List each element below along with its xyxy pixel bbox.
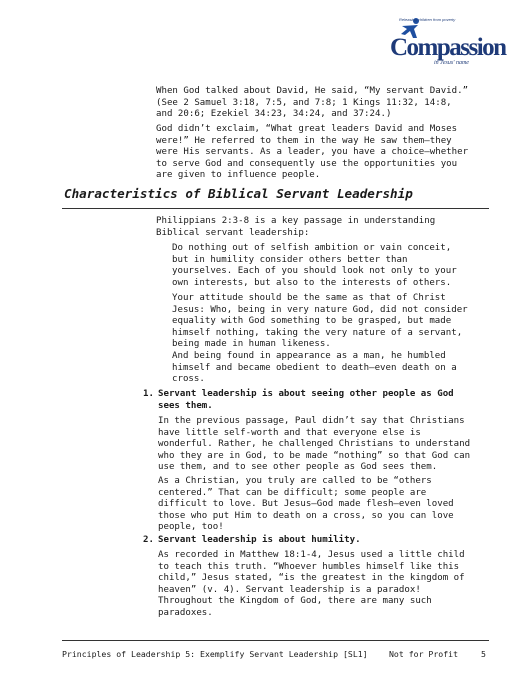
list-title-1: Servant leadership is about seeing other people as God sees them. — [158, 389, 454, 411]
list-number-2: 2. — [143, 535, 154, 545]
section-heading: Characteristics of Biblical Servant Leadership — [64, 186, 413, 201]
footer-notice: Not for Profit — [389, 649, 459, 659]
intro-paragraph: Philippians 2:3-8 is a key passage in understanding Biblical servant leadership: — [156, 216, 436, 238]
paragraph-servants: God didn’t exclaim, “What great leaders David and Moses were!” He referred to them in the way He saw them—they were His servants. As a leader, you have a choice—whether to serve God and consequently use the opportunities you are given to influence people. — [156, 124, 469, 181]
page-number: 5 — [481, 649, 486, 659]
logo-subline: in Jesus' name — [434, 60, 469, 66]
paragraph-david: When God talked about David, He said, “My servant David.” (See 2 Samuel 3:18, 7:5, and 7:8; 1 Kings 11:32, 14:8, and 20:6; Ezekiel 34:23, 34:24, and 37:24.) — [156, 86, 469, 120]
footer-title: Principles of Leadership 5: Exemplify Servant Leadership [SL1] — [62, 649, 368, 659]
list-paragraph-1a: In the previous passage, Paul didn’t say that Christians have little self-worth and that everyone else is wonderful. Rather, he challenged Christians to understand who they are in God, to be made “nothing” so that God can use them, and to see other people as God sees them. — [158, 416, 471, 473]
compassion-logo — [392, 16, 504, 70]
heading-rule — [62, 208, 489, 209]
logo-wordmark: Compassion — [390, 34, 506, 61]
footer-rule — [62, 640, 489, 641]
scripture-quote-3: And being found in appearance as a man, he humbled himself and became obedient to death—even death on a cross. — [172, 351, 457, 385]
list-number-1: 1. — [143, 389, 154, 399]
scripture-quote-2: Your attitude should be the same as that of Christ Jesus: Who, being in very nature God, did not consider equality with God something to be grasped, but made himself nothing, taking the very nature of a servant, being made in human likeness. — [172, 293, 468, 350]
list-paragraph-2a: As recorded in Matthew 18:1-4, Jesus used a little child to teach this truth. “Whoever humbles himself like this child,” Jesus stated, “is the greatest in the kingdom of heaven” (v. 4). Servant leadership is a paradox! Throughout the Kingdom of God, there are many such paradoxes. — [158, 550, 465, 618]
scripture-quote-1: Do nothing out of selfish ambition or vain conceit, but in humility consider others better than yourselves. Each of you should look not only to your own interests, but also to the interests of others. — [172, 243, 457, 288]
list-title-2: Servant leadership is about humility. — [158, 535, 361, 545]
list-paragraph-1b: As a Christian, you truly are called to be “others centered.” That can be difficult; some people are difficult to love. But Jesus—God made flesh—even loved those who put Him to death on a cross, so you can love people, too! — [158, 476, 454, 533]
logo-tagline: Releasing children from poverty — [399, 17, 456, 22]
